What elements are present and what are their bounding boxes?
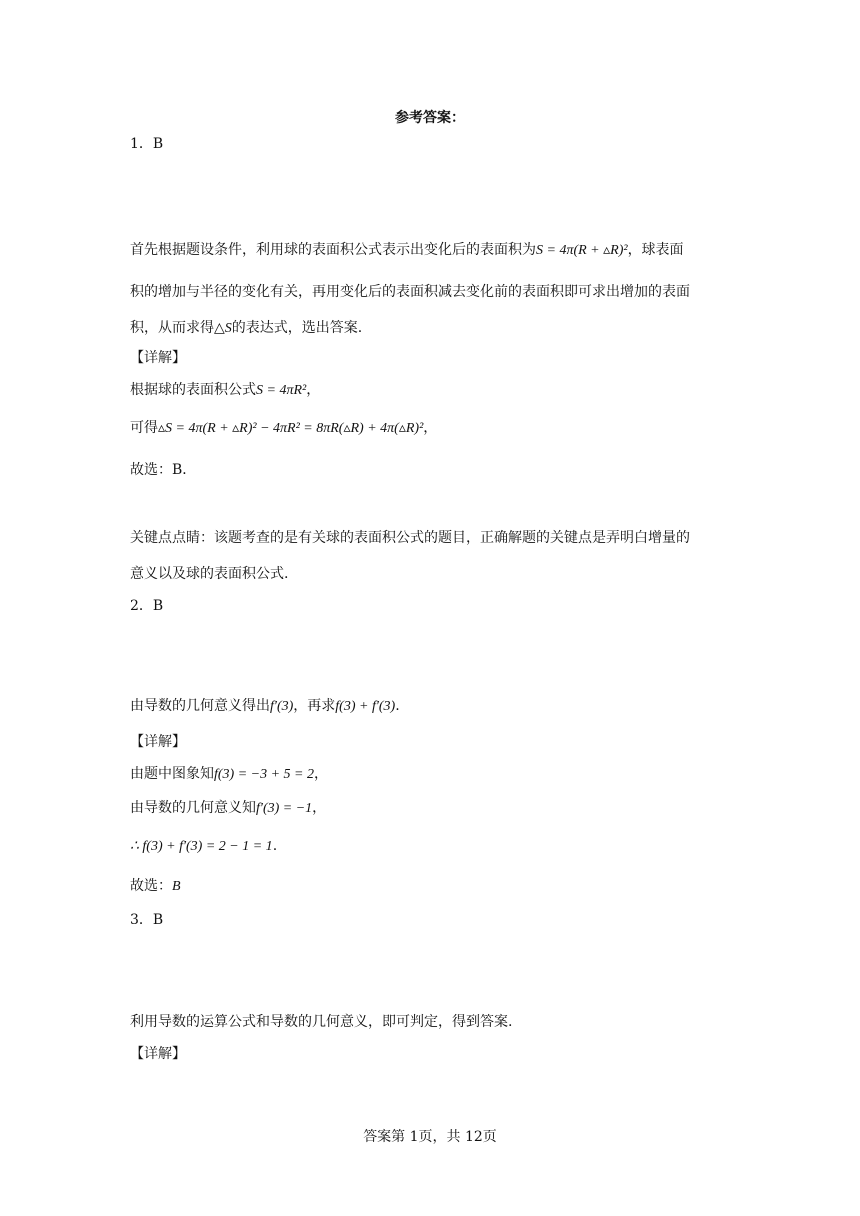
q2-choice-value: B xyxy=(172,879,181,894)
page-heading: 参考答案： xyxy=(395,110,465,126)
q2-line2 xyxy=(130,798,326,819)
q1-detail-line1 xyxy=(130,380,320,401)
q1-detail-line2 xyxy=(130,418,437,439)
q2-f3-value: f(3) = −3 + 5 = 2 xyxy=(214,767,315,782)
q2-line1 xyxy=(130,764,328,785)
q2-line2-text: 由导数的几何意义知 xyxy=(130,800,256,816)
q1-delta-s: △S xyxy=(214,321,232,336)
q3-detail-label: 【详解】 xyxy=(130,1046,186,1062)
q1-answer: 1．B xyxy=(130,136,164,152)
q2-detail-label: 【详解】 xyxy=(130,734,186,750)
q2-line3 xyxy=(130,836,277,857)
q1-key-line2: 意义以及球的表面积公式. xyxy=(130,566,289,582)
q1-analysis-line1-text: 首先根据题设条件，利用球的表面积公式表示出变化后的表面积为 xyxy=(130,242,536,258)
q2-sum-expression: f(3) + f′(3) xyxy=(335,699,396,714)
q3-analysis: 利用导数的运算公式和导数的几何意义，即可判定，得到答案. xyxy=(130,1014,513,1030)
q1-surface-area-formula: S = 4π(R + ▵R)² xyxy=(536,243,628,258)
q1-delta-s-formula: ▵S = 4π(R + ▵R)² − 4πR² = 8πR(▵R) + 4π(▵R)² xyxy=(158,421,424,436)
q2-choice-text: 故选： xyxy=(130,878,172,894)
q2-analysis-c: . xyxy=(395,698,400,714)
q2-analysis-b: ，再求 xyxy=(293,698,336,714)
q1-analysis-line1-tail: ，球表面 xyxy=(627,242,684,258)
q2-line3-tail: . xyxy=(272,838,278,854)
q2-line2-tail: ， xyxy=(312,800,327,816)
q1-detail-line1-text: 根据球的表面积公式 xyxy=(130,382,256,398)
q1-analysis-line2: 积的增加与半径的变化有关，再用变化后的表面积减去变化前的表面积即可求出增加的表面 xyxy=(130,284,690,300)
q2-answer: 2．B xyxy=(130,598,164,614)
q1-detail-label: 【详解】 xyxy=(130,350,186,366)
q2-analysis-a: 由导数的几何意义得出 xyxy=(130,698,270,714)
q1-key-line1: 关键点点睛：该题考查的是有关球的表面积公式的题目，正确解题的关键点是弄明白增量的 xyxy=(130,530,690,546)
q1-analysis-line3-a: 积，从而求得 xyxy=(130,320,214,336)
q1-analysis-line3-b: 的表达式，选出答案. xyxy=(231,320,363,336)
q2-result-formula: ∴ f(3) + f′(3) = 2 − 1 = 1 xyxy=(130,839,273,854)
q1-detail-line2-text: 可得 xyxy=(130,420,158,436)
page-footer: 答案第 1页，共 12页 xyxy=(363,1129,497,1145)
q1-sphere-area-formula: S = 4πR² xyxy=(256,383,307,398)
q2-derivative-value: f′(3) = −1 xyxy=(256,801,313,816)
q2-choice xyxy=(130,876,181,897)
q2-line1-tail: ， xyxy=(314,766,329,782)
q1-detail-line2-tail: ， xyxy=(423,420,438,436)
q1-detail-line1-tail: ， xyxy=(306,382,321,398)
q2-analysis xyxy=(130,696,400,717)
q2-derivative-f3: f′(3) xyxy=(270,699,294,714)
q1-choice: 故选：B． xyxy=(130,462,197,478)
q1-analysis-line1 xyxy=(130,240,684,261)
q2-line1-text: 由题中图象知 xyxy=(130,766,214,782)
q1-analysis-line3 xyxy=(130,318,362,339)
q3-answer: 3．B xyxy=(130,912,164,928)
